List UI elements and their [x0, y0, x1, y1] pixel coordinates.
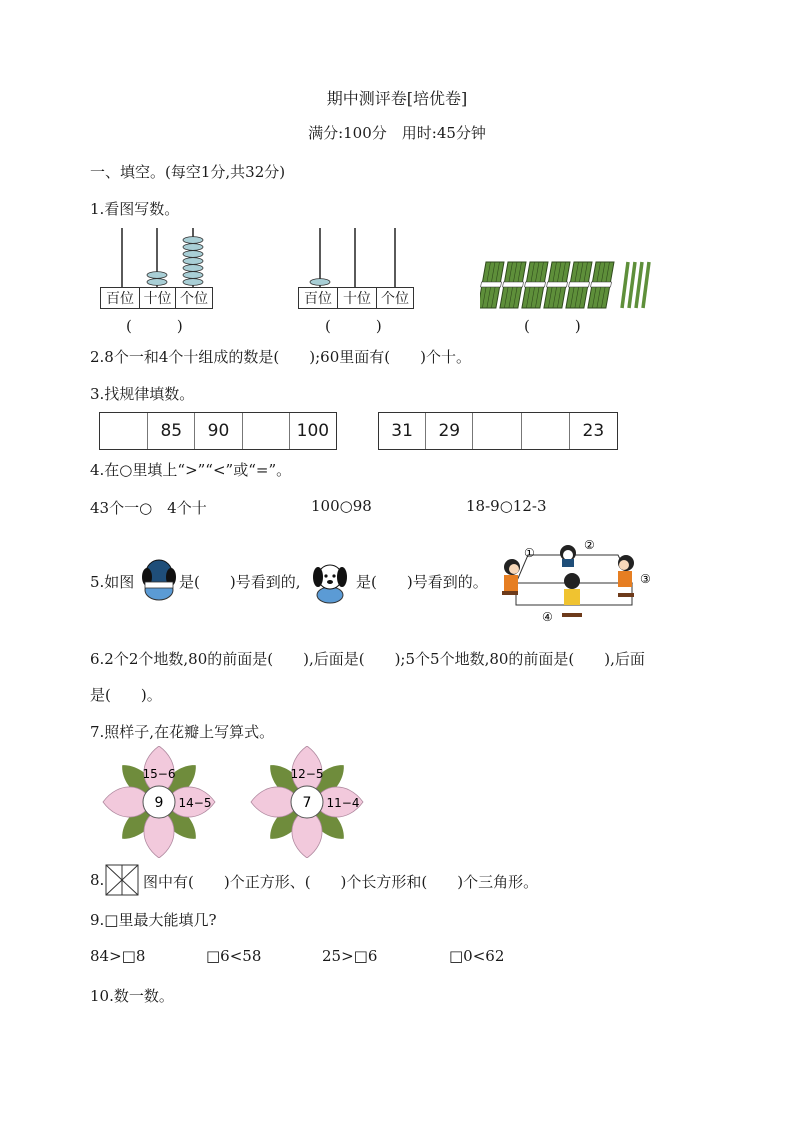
stick-bundles-figure — [480, 258, 660, 318]
section-heading: 一、填空。(每空1分,共32分) — [90, 163, 286, 181]
answer-blank-1[interactable]: ( ) — [126, 317, 183, 335]
abacus-bead — [183, 265, 203, 272]
table-scene-figure — [492, 537, 662, 627]
question-2: 2.8个一和4个十组成的数是( );60里面有( )个十。 — [90, 348, 471, 366]
abacus-2-label-ones: 个位 — [376, 287, 414, 309]
question-3: 3.找规律填数。 — [90, 385, 195, 403]
answer-blank-3[interactable]: ( ) — [524, 317, 581, 335]
question-1: 1.看图写数。 — [90, 200, 180, 218]
seq1-cell: 90 — [195, 413, 242, 449]
fill-item-1[interactable]: 84>□8 — [90, 947, 146, 965]
abacus-1-label-tens: 十位 — [139, 287, 176, 309]
page-title: 期中测评卷[培优卷] — [326, 89, 468, 108]
question-9: 9.□里最大能填几? — [90, 911, 217, 929]
position-label-1: ① — [524, 546, 535, 560]
flower-1-center: 9 — [154, 795, 164, 811]
abacus-2-label-hundreds: 百位 — [298, 287, 338, 309]
seq2-cell[interactable] — [522, 413, 570, 449]
compare-item-2[interactable]: 100○98 — [311, 497, 372, 515]
single-stick — [643, 262, 649, 308]
seq2-cell: 23 — [582, 421, 605, 441]
question-7: 7.照样子,在花瓣上写算式。 — [90, 723, 275, 741]
fill-item-4[interactable]: □0<62 — [449, 947, 505, 965]
single-stick — [636, 262, 642, 308]
single-stick — [629, 262, 635, 308]
question-6-line-1: 6.2个2个地数,80的前面是( ),后面是( );5个5个地数,80的前面是( ),后面 — [90, 650, 645, 668]
exam-info: 满分:100分 用时:45分钟 — [308, 124, 486, 142]
abacus-bead — [183, 279, 203, 286]
fill-item-3[interactable]: 25>□6 — [322, 947, 378, 965]
question-5-end: 是( )号看到的。 — [356, 573, 488, 591]
single-stick — [622, 262, 628, 308]
abacus-bead — [183, 237, 203, 244]
position-label-2: ② — [584, 538, 595, 552]
compare-item-1[interactable]: 43个一○ 4个十 — [90, 499, 207, 517]
position-label-4: ④ — [542, 610, 553, 624]
position-label-3: ③ — [640, 572, 651, 586]
flower-2-figure — [240, 746, 374, 858]
abacus-bead — [310, 279, 330, 286]
flower-1-petal-right: 14−5 — [178, 796, 212, 810]
sequence-1 — [99, 412, 337, 450]
question-4: 4.在○里填上“>”“<”或“=”。 — [90, 461, 292, 479]
seq1-cell[interactable] — [243, 413, 290, 449]
flower-2-center: 7 — [302, 795, 312, 811]
question-6-line-2: 是( )。 — [90, 686, 162, 704]
seq2-cell[interactable] — [473, 413, 521, 449]
flower-1-figure — [92, 746, 226, 858]
abacus-bead — [147, 272, 167, 279]
dog-front-view-icon — [310, 559, 350, 605]
seq2-cell: 31 — [379, 413, 426, 449]
seq1-cell[interactable] — [100, 413, 148, 449]
question-5-start: 5.如图 — [90, 573, 135, 591]
fill-item-2[interactable]: □6<58 — [206, 947, 262, 965]
compare-item-3[interactable]: 18-9○12-3 — [466, 497, 547, 515]
abacus-bead — [183, 251, 203, 258]
abacus-bead — [147, 279, 167, 286]
sequence-2 — [378, 412, 618, 450]
abacus-bead — [183, 272, 203, 279]
question-8-number: 8. — [90, 871, 105, 889]
abacus-2-label-tens: 十位 — [337, 287, 377, 309]
flower-1-petal-top: 15−6 — [142, 767, 176, 781]
flower-2-petal-right: 11−4 — [326, 796, 360, 810]
seq1-cell: 85 — [148, 413, 195, 449]
flower-2-petal-top: 12−5 — [290, 767, 324, 781]
shape-figure-icon — [105, 864, 139, 896]
abacus-bead — [183, 258, 203, 265]
abacus-1-label-hundreds: 百位 — [100, 287, 140, 309]
abacus-1-label-ones: 个位 — [175, 287, 213, 309]
question-5-mid: 是( )号看到的, — [179, 573, 301, 591]
question-8: 图中有( )个正方形、( )个长方形和( )个三角形。 — [143, 873, 539, 891]
seq1-cell: 100 — [296, 421, 330, 441]
question-10: 10.数一数。 — [90, 987, 174, 1005]
answer-blank-2[interactable]: ( ) — [325, 317, 382, 335]
dog-back-view-icon — [139, 556, 179, 602]
abacus-bead — [183, 244, 203, 251]
seq2-cell: 29 — [426, 413, 473, 449]
